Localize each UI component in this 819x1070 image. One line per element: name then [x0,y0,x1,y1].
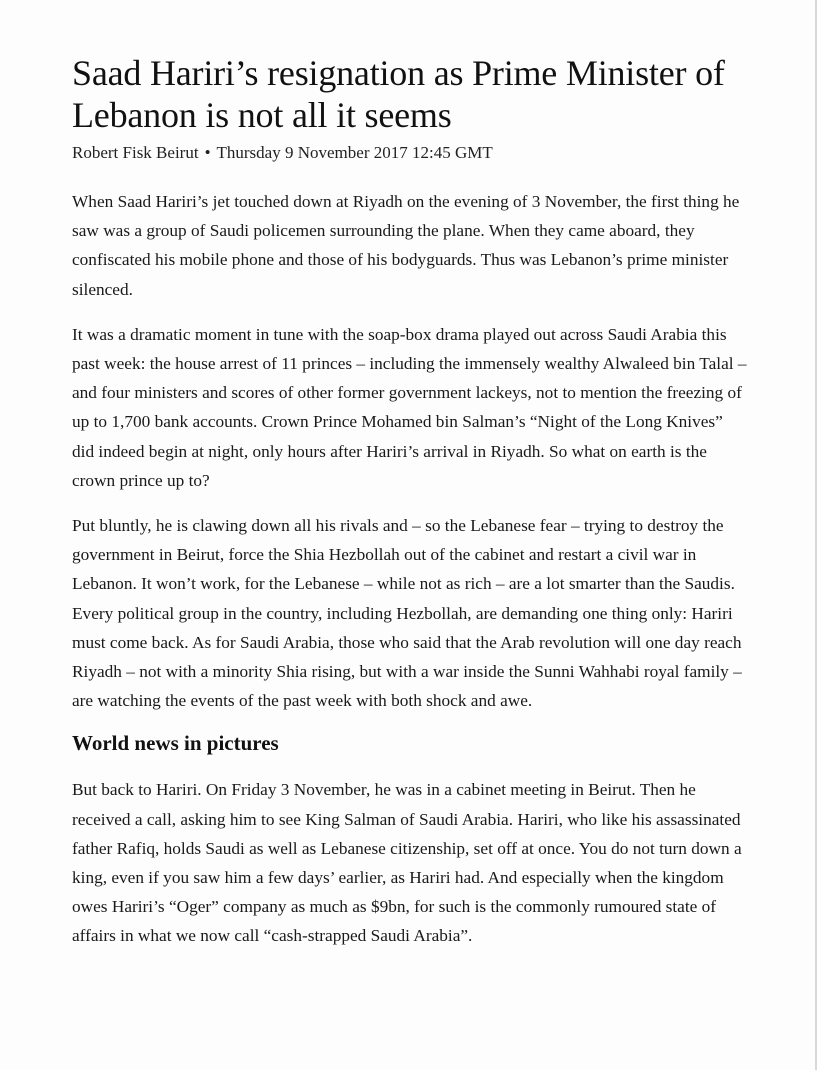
article [72,52,748,951]
paragraph-2: It was a dramatic moment in tune with the soap-box drama played out across Saudi Arabia this past week: the house arrest of 11 princes – including the immensely wealthy Alwaleed bin Talal – and four ministers and scores of other former government lackeys, not to mention the freezing of up to 1,700 bank accounts. Crown Prince Mohamed bin Salman’s “Night of the Long Knives” did indeed begin at night, only hours after Hariri’s arrival in Riyadh. So what on earth is the crown prince up to? [72,324,747,490]
article-title: Saad Hariri’s resignation as Prime Minister of Lebanon is not all it seems [72,53,725,135]
byline [72,142,748,164]
section-subheading: World news in pictures [72,731,279,756]
byline-date: Thursday 9 November 2017 12:45 GMT [216,143,493,162]
paragraph-3: Put bluntly, he is clawing down all his rivals and – so the Lebanese fear – trying to destroy the government in Beirut, force the Shia Hezbollah out of the cabinet and restart a civil war in Lebanon. It won’t work, for the Lebanese – while not as rich – are a lot smarter than the Saudis. Every political group in the country, including Hezbollah, are demanding one thing only: Hariri must come back. As for Saudi Arabia, those who said that the Arab revolution will one day reach Riyadh – not with a minority Shia rising, but with a war inside the Sunni Wahhabi royal family – are watching the events of the past week with both shock and awe. [72,516,742,711]
byline-separator: • [204,143,211,162]
paragraph-1: When Saad Hariri’s jet touched down at Riyadh on the evening of 3 November, the first thing he saw was a group of Saudi policemen surrounding the plane. When they came aboard, they confiscated his mobile phone and those of his bodyguards. Thus was Lebanon’s prime minister silenced. [72,192,740,299]
paragraph-4: But back to Hariri. On Friday 3 November, he was in a cabinet meeting in Beirut. Then he received a call, asking him to see King Salman of Saudi Arabia. Hariri, who like his assassinated father Rafiq, holds Saudi as well as Lebanese citizenship, set off at once. You do not turn down a king, even if you saw him a few days’ earlier, as Hariri had. And especially when the kingdom owes Hariri’s “Oger” company as much as $9bn, for such is the commonly rumoured state of affairs in what we now call “cash-strapped Saudi Arabia”. [72,780,742,946]
byline-author: Robert Fisk Beirut [72,143,199,162]
